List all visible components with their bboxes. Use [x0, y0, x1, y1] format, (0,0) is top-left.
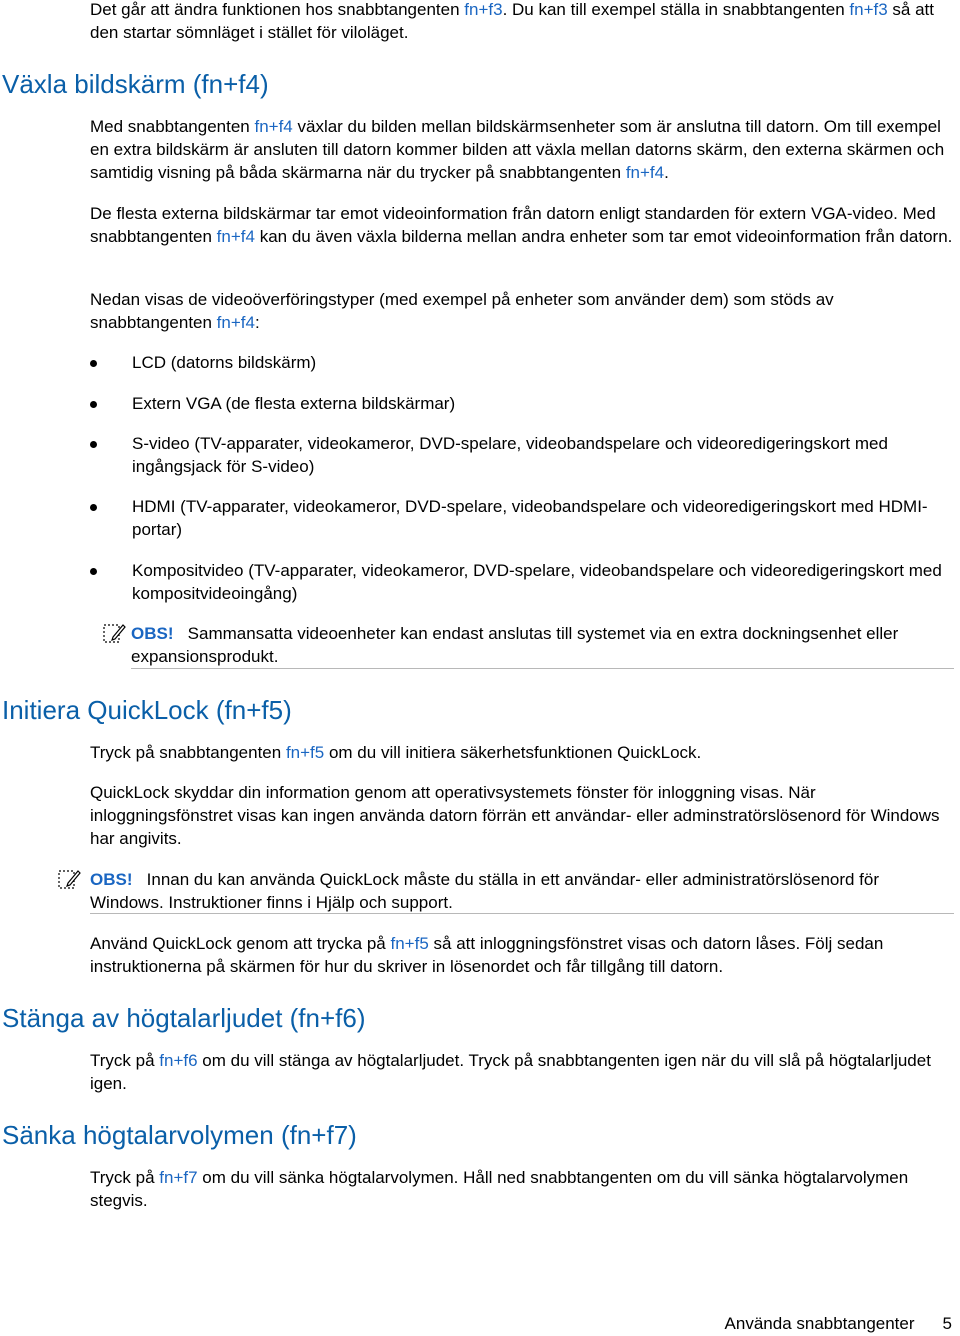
note-text: Innan du kan använda QuickLock måste du ställa in ett användar- eller administratörslösenord för Windows. Instruktioner finns i Hjälp och support. [90, 870, 880, 912]
bullet-dot [90, 401, 97, 408]
key-fn-f5: fn+f5 [390, 934, 429, 953]
key-fn-f6: fn+f6 [159, 1051, 198, 1070]
f5-paragraph-1 [90, 741, 954, 764]
list-item [90, 432, 954, 478]
note-pencil-icon [58, 868, 82, 890]
text: . Du kan till exempel ställa in snabbtangenten [502, 0, 850, 19]
key-fn-f5: fn+f5 [285, 743, 325, 762]
key-fn-f3: fn+f3 [849, 0, 888, 19]
list-item [90, 495, 954, 541]
bullet-dot [90, 568, 97, 575]
text: : [254, 313, 260, 332]
key-fn-f7: fn+f7 [159, 1168, 198, 1187]
f5-paragraph-2: QuickLock skyddar din information genom att operativsystemets fönster för inloggning visas. När inloggningsfönstret visas kan ingen använda datorn förrän ett användar- eller adminstratörslösenord för Windows har angivits. [90, 783, 940, 848]
key-fn-f4: fn+f4 [216, 313, 255, 332]
f4-paragraph-2 [90, 202, 954, 248]
text: Nedan visas de videoöverföringstyper (med exempel på enheter som använder dem) som stöds av snabbtangenten [90, 290, 834, 332]
text: kan du även växla bilderna mellan andra enheter som tar emot videoinformation från datorn. [254, 227, 953, 246]
text: så att inloggningsfönstret visas och datorn låses. Följ sedan instruktionerna på skärmen för hur du skriver in lösenordet och får tillgång till datorn. [90, 934, 884, 976]
list-item-text: HDMI (TV-apparater, videokameror, DVD-spelare, videobandspelare och videoredigeringskort med HDMI-portar) [132, 497, 928, 539]
f5-paragraph-3 [90, 932, 954, 978]
text: om du vill sänka högtalarvolymen. Håll ned snabbtangenten om du vill sänka högtalarvolymen stegvis. [90, 1168, 909, 1210]
bullet-dot [90, 360, 97, 367]
footer-chapter: Använda snabbtangenter [724, 1314, 915, 1333]
f4-paragraph-3 [90, 288, 954, 334]
note-text: Sammansatta videoenheter kan endast anslutas till systemet via en extra dockningsenhet eller expansionsprodukt. [131, 624, 899, 666]
heading-f5: Initiera QuickLock (fn+f5) [2, 695, 292, 725]
heading-f4: Växla bildskärm (fn+f4) [2, 69, 269, 99]
text: växlar du bilden mellan bildskärmsenheter som är anslutna till datorn. Om till exempel en extra bildskärm är ansluten till datorn kommer bilden att växla mellan datorns skärm, den externa skärmen och samtidig visning på båda skärmarna när du trycker på snabbtangenten [90, 117, 945, 182]
bullet-dot [90, 504, 97, 511]
text: så att den startar sömnläget i stället för viloläget. [90, 0, 935, 42]
text: Tryck på [90, 1051, 160, 1070]
text: Det går att ändra funktionen hos snabbtangenten [90, 0, 465, 19]
text: De flesta externa bildskärmar tar emot videoinformation från datorn enligt standarden för extern VGA-video. Med snabbtangenten [90, 204, 936, 246]
note-f4 [103, 622, 954, 668]
intro-paragraph [90, 0, 954, 44]
note-divider [131, 668, 954, 669]
text: om du vill stänga av högtalarljudet. Tryck på snabbtangenten igen när du vill slå på högtalarljudet igen. [90, 1051, 931, 1093]
note-f5 [58, 868, 954, 914]
text: om du vill initiera säkerhetsfunktionen QuickLock. [324, 743, 702, 762]
list-item-text: Extern VGA (de flesta externa bildskärmar) [132, 394, 456, 413]
list-item [90, 351, 954, 374]
note-divider [90, 913, 954, 914]
note-pencil-icon [103, 622, 127, 644]
heading-f7: Sänka högtalarvolymen (fn+f7) [2, 1120, 357, 1150]
list-item-text: Kompositvideo (TV-apparater, videokameror, DVD-spelare, videobandspelare och videoredigeringskort med kompositvideoingång) [132, 561, 942, 603]
bullet-dot [90, 441, 97, 448]
f4-paragraph-1 [90, 115, 954, 184]
list-item [90, 392, 954, 415]
key-fn-f4: fn+f4 [625, 163, 665, 182]
key-fn-f4: fn+f4 [254, 117, 293, 136]
key-fn-f4: fn+f4 [216, 227, 255, 246]
text: . [664, 163, 669, 182]
f6-paragraph-1 [90, 1049, 954, 1095]
page-number: 5 [942, 1314, 952, 1333]
page-footer [725, 1314, 952, 1334]
note-label: OBS! [131, 624, 174, 643]
list-item-text: S-video (TV-apparater, videokameror, DVD-spelare, videobandspelare och videoredigeringskort med ingångsjack för S-video) [132, 434, 888, 476]
f7-paragraph-1 [90, 1166, 954, 1212]
list-item-text: LCD (datorns bildskärm) [132, 353, 317, 372]
text: Tryck på snabbtangenten [90, 743, 286, 762]
key-fn-f3: fn+f3 [464, 0, 503, 19]
text: Med snabbtangenten [90, 117, 255, 136]
text: Använd QuickLock genom att trycka på [90, 934, 391, 953]
heading-f6: Stänga av högtalarljudet (fn+f6) [2, 1003, 366, 1033]
text: Tryck på [90, 1168, 160, 1187]
list-item [90, 559, 954, 605]
note-label: OBS! [90, 870, 133, 889]
